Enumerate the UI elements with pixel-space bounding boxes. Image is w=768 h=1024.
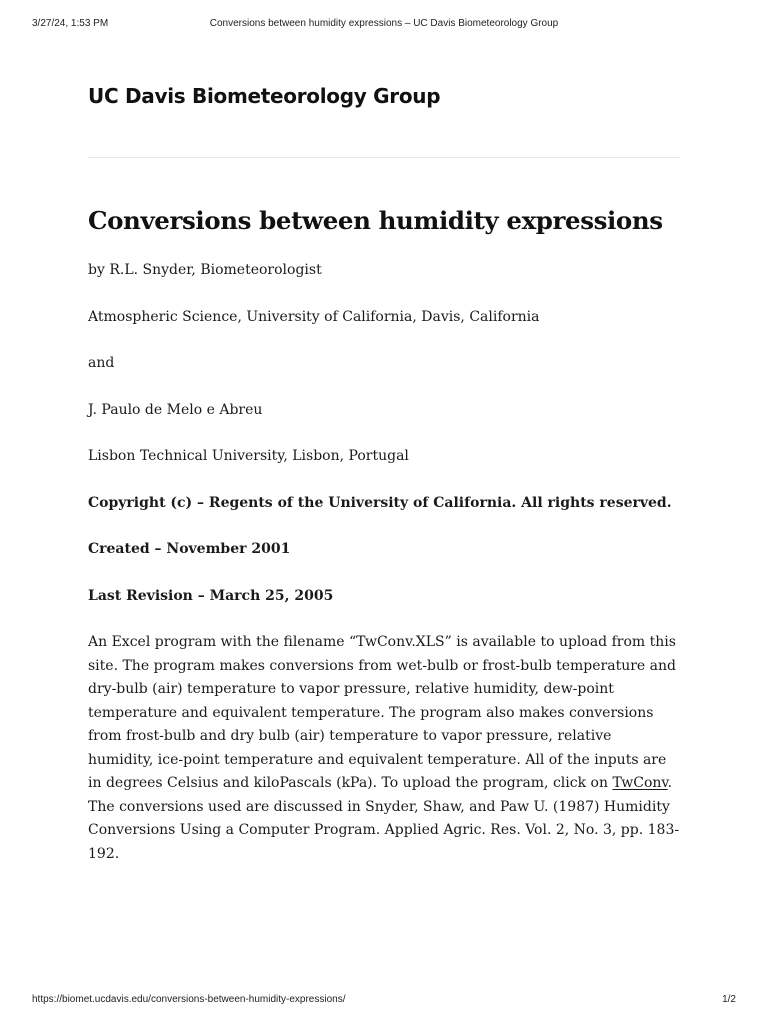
copyright-notice: Copyright (c) – Regents of the University of California. All rights reserved. <box>88 494 672 511</box>
site-title-link[interactable]: UC Davis Biometeorology Group <box>88 84 441 108</box>
site-header <box>88 84 680 108</box>
print-header <box>32 18 736 32</box>
body-paragraph <box>88 631 680 866</box>
body-text-before-link: An Excel program with the filename “TwConv.XLS” is available to upload from this site. The program makes conversions from wet-bulb or frost-bulb temperature and dry-bulb (air) temperature to vapor pressure, relative humidity, dew-point temperature and equivalent temperature. The program also makes conversions from frost-bulb and dry bulb (air) temperature to vapor pressure, relative humidity, ice-point temperature and equivalent temperature. All of the inputs are in degrees Celsius and kiloPascals (kPa). To upload the program, click on <box>88 634 676 791</box>
conjunction-text: and <box>88 355 115 371</box>
byline: by R.L. Snyder, Biometeorologist <box>88 262 322 278</box>
page-title: Conversions between humidity expressions <box>88 206 663 235</box>
author-2: J. Paulo de Melo e Abreu <box>88 401 263 418</box>
twconv-download-link[interactable]: TwConv <box>612 775 668 791</box>
header-divider <box>88 157 680 158</box>
print-page-number: 1/2 <box>722 994 736 1005</box>
body-text-after-link: . The conversions used are discussed in Snyder, Shaw, and Paw U. (1987) Humidity Conversions Using a Computer Program. Applied Agric. Res. Vol. 2, No. 3, pp. 183-192. <box>88 775 680 862</box>
article-content <box>88 203 680 889</box>
print-footer <box>32 994 736 1008</box>
affiliation-2: Lisbon Technical University, Lisbon, Portugal <box>88 448 409 464</box>
last-revision-date: Last Revision – March 25, 2005 <box>88 587 334 604</box>
affiliation-1: Atmospheric Science, University of California, Davis, California <box>88 308 540 325</box>
created-date: Created – November 2001 <box>88 541 291 557</box>
print-url: https://biomet.ucdavis.edu/conversions-between-humidity-expressions/ <box>32 994 346 1005</box>
print-datetime: 3/27/24, 1:53 PM <box>32 18 109 29</box>
print-page-title: Conversions between humidity expressions – UC Davis Biometeorology Group <box>209 18 559 29</box>
